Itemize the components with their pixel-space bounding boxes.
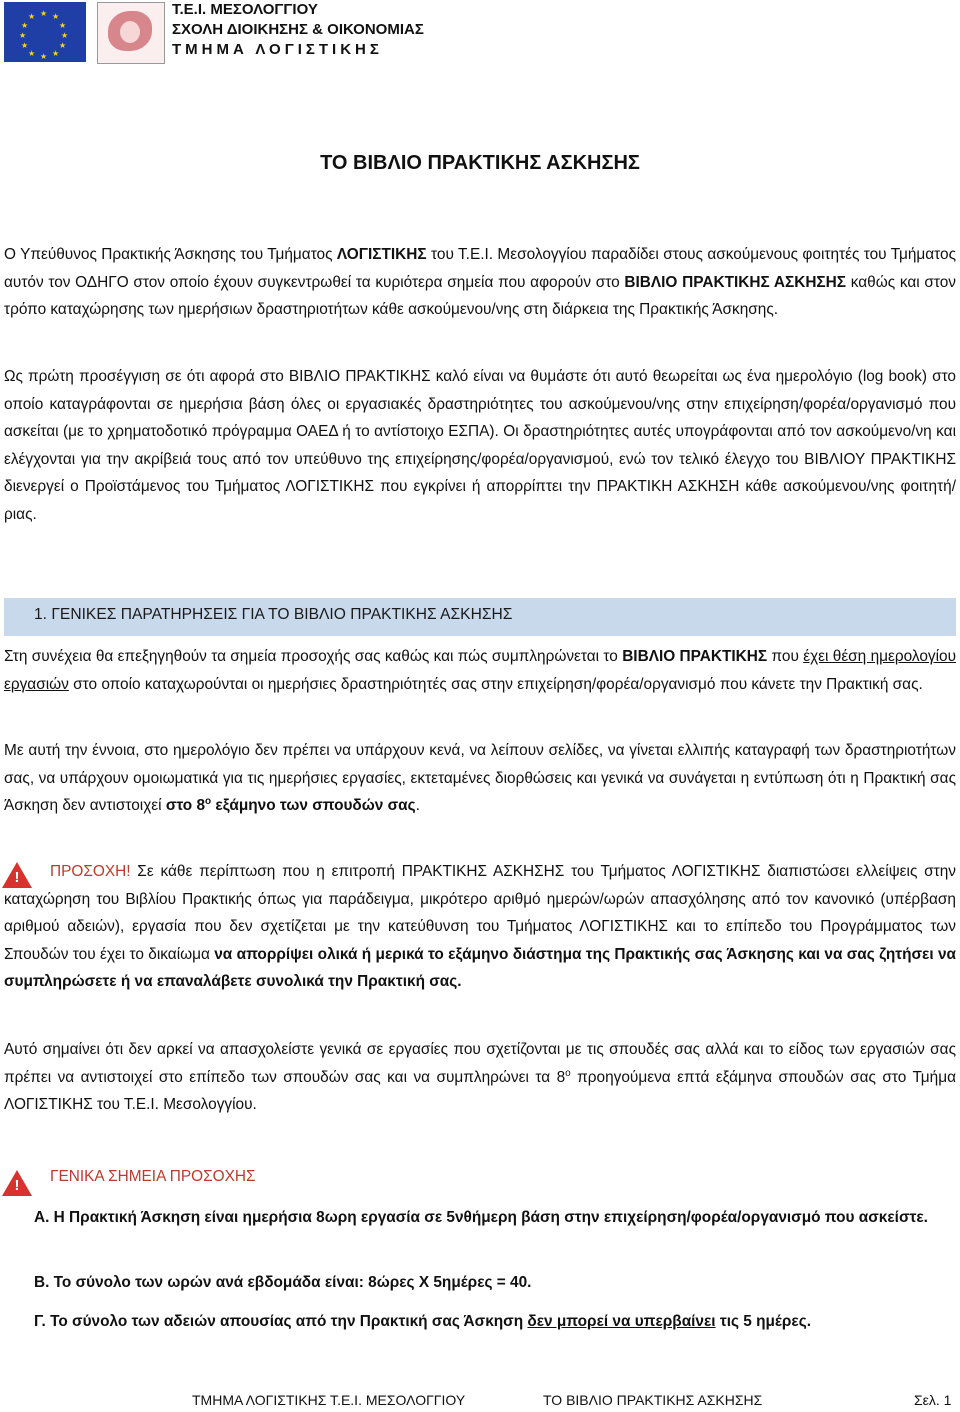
intro-paragraph-1 <box>4 241 956 324</box>
intro-paragraph-2: Ως πρώτη προσέγγιση σε ότι αφορά στο ΒΙΒΛΙΟ ΠΡΑΚΤΙΚΗΣ καλό είναι να θυμάστε ότι αυτό θεωρείται ως ένα ημερολόγιο (log book) στο οποίο καταγράφονται σε ημερήσια βάση όλες οι εργασιακές δραστηριότητες του ασκούμενου/νης στην επιχείρηση/φορέα/οργανισμό που ασκείται (με το χρηματοδοτικό πρόγραμμα ΟΑΕΔ ή το αντίστοιχο ΕΣΠΑ). Οι δραστηριότητες αυτές υπογράφονται από τον ασκούμενο/νη και ελέγχονται για την ακρίβειά τους από τον υπεύθυνο της επιχείρησης/φορέα/οργανισμού, ενώ τον τελικό έλεγχο του ΒΙΒΛΙΟΥ ΠΡΑΚΤΙΚΗΣ διενεργεί ο Προϊστάμενος του Τμήματος ΛΟΓΙΣΤΙΚΗΣ που εγκρίνει ή απορρίπτει την ΠΡΑΚΤΙΚΗ ΑΣΚΗΣΗ κάθε ασκούμενου/νης φοιτητή/ριας. <box>4 368 956 523</box>
header-school: ΣΧΟΛΗ ΔΙΟΙΚΗΣΗΣ & ΟΙΚΟΝΟΜΙΑΣ <box>172 21 424 38</box>
text: Στη συνέχεια θα επεξηγηθούν τα σημεία προσοχής σας καθώς και πώς συμπληρώνεται το <box>4 648 623 665</box>
text-underlined: έχει θέση ημερολογίου εργασιών <box>4 648 956 693</box>
footer-document-title: ΤΟ ΒΙΒΛΙΟ ΠΡΑΚΤΙΚΗΣ ΑΣΚΗΣΗΣ <box>543 1392 763 1408</box>
text-bold: ΛΟΓΙΣΤΙΚΗΣ <box>336 246 427 263</box>
text-bold: στο 8 <box>165 797 206 815</box>
footer-page-number: Σελ. 1 <box>914 1392 952 1408</box>
text-bold: εξάμηνο των σπουδών σας <box>211 797 416 815</box>
warning-paragraph <box>4 858 956 996</box>
general-item-a: Α. Η Πρακτική Άσκηση είναι ημερήσια 8ωρη εργασία σε 5νθήμερη βάση στην επιχείρηση/φορέα/οργανισμό που ασκείστε. <box>34 1209 928 1226</box>
text-bold: ΒΙΒΛΙΟ ΠΡΑΚΤΙΚΗΣ ΑΣΚΗΣΗΣ <box>624 273 847 291</box>
text-bold: ΒΙΒΛΙΟ ΠΡΑΚΤΙΚΗΣ <box>622 648 768 665</box>
warning-label: ΠΡΟΣΟΧΗ! <box>50 863 131 880</box>
text: που <box>767 648 804 665</box>
text: Σε κάθε περίπτωση που η επιτροπή ΠΡΑΚΤΙΚΗΣ ΑΣΚΗΣΗΣ του Τμήματος ΛΟΓΙΣΤΙΚΗΣ διαπιστώσει ελλείψεις στην καταχώρηση του Βιβλίου Πρακτικής όπως για παράδειγμα, μικρότερο αριθμό ημερών/ωρών απασχόλησης από τον κανονικό (υπέρβαση αριθμού αδειών), εργασία που δεν σχετίζεται με την κατεύθυνση του Τμήματος ΛΟΓΙΣΤΙΚΗΣ και το επίπεδο του Προγράμματος των Σπουδών του έχει το δικαίωμα <box>4 863 956 963</box>
section1-paragraph-2 <box>4 737 956 820</box>
eu-flag-logo: ★ ★ ★ ★ ★ ★ ★ ★ ★ ★ ★ ★ <box>4 2 86 62</box>
page-header <box>0 0 960 64</box>
text: Ο Υπεύθυνος Πρακτικής Άσκησης του Τμήματος <box>4 246 337 263</box>
text-bold: να απορρίψει ολικά ή μερικά το εξάμηνο διάστημα της Πρακτικής σας Άσκησης και να σας ζητήσει να συμπληρώσετε ή να επαναλάβετε συνολικά την Πρακτική σας. <box>4 945 956 991</box>
institution-logo <box>97 2 165 64</box>
header-department: ΤΜΗΜΑ ΛΟΓΙΣΤΙΚΗΣ <box>172 41 383 58</box>
superscript: ο <box>205 796 212 808</box>
footer-department: ΤΜΗΜΑ ΛΟΓΙΣΤΙΚΗΣ Τ.Ε.Ι. ΜΕΣΟΛΟΓΓΙΟΥ <box>192 1392 466 1408</box>
warning-icon: ! <box>2 1168 32 1198</box>
general-heading <box>50 1163 750 1191</box>
page-title: ΤΟ ΒΙΒΛΙΟ ΠΡΑΚΤΙΚΗΣ ΑΣΚΗΣΗΣ <box>320 152 640 174</box>
general-heading-text: ΓΕΝΙΚΑ ΣΗΜΕΙΑ ΠΡΟΣΟΧΗΣ <box>50 1168 256 1185</box>
text: Αυτό σημαίνει ότι δεν αρκεί να απασχολείστε γενικά σε εργασίες που σχετίζονται με τις σπουδές σας αλλά και το είδος των εργασιών σας πρέπει να αντιστοιχεί στο επίπεδο των σπουδών σας και να συμπληρώνει τα 8 <box>4 1041 956 1086</box>
section-heading-bar <box>4 598 956 636</box>
text: . <box>415 797 420 815</box>
header-institution: Τ.Ε.Ι. ΜΕΣΟΛΟΓΓΙΟΥ <box>172 1 318 18</box>
section1-paragraph-3 <box>4 1036 956 1119</box>
superscript: ο <box>565 1067 571 1079</box>
general-item-b: Β. Το σύνολο των ωρών ανά εβδομάδα είναι: 8ώρες Χ 5ημέρες = 40. <box>34 1274 532 1291</box>
warning-icon: ! <box>2 860 32 890</box>
general-item-c <box>34 1308 956 1336</box>
text: Με αυτή την έννοια, στο ημερολόγιο δεν πρέπει να υπάρχουν κενά, να λείπουν σελίδες, να γίνεται ελλιπής καταγραφή των δραστηριοτήτων σας, να υπάρχουν ομοιωματικά για τις ημερήσιες εργασίες, εκτεταμένες διορθώσεις και γενικά να συνάγεται η εντύπωση ότι η Πρακτική σας Άσκηση δεν αντιστοιχεί <box>4 742 956 815</box>
text-bold: Γ. Το σύνολο των αδειών απουσίας από την Πρακτική σας Άσκηση <box>34 1313 528 1330</box>
section-heading: 1. ΓΕΝΙΚΕΣ ΠΑΡΑΤΗΡΗΣΕΙΣ ΓΙΑ ΤΟ ΒΙΒΛΙΟ ΠΡΑΚΤΙΚΗΣ ΑΣΚΗΣΗΣ <box>34 606 513 623</box>
text: στο οποίο καταχωρούνται οι ημερήσιες δραστηριότητές σας στην επιχείρηση/φορέα/οργανισμό που κάνετε την Πρακτική σας. <box>68 675 923 693</box>
section1-paragraph-1 <box>4 643 956 698</box>
text: προηγούμενα επτά εξάμηνα σπουδών σας στο Τμήμα ΛΟΓΙΣΤΙΚΗΣ του Τ.Ε.Ι. Μεσολογγίου. <box>4 1068 956 1114</box>
text: του Τ.Ε.Ι. Μεσολογγίου παραδίδει στους ασκούμενους φοιτητές του Τμήματος αυτόν τον ΟΔΗΓΟ στον οποίο έχουν συγκεντρωθεί τα κυριότερα σημεία που αφορούν στο <box>4 246 956 291</box>
text: καθώς και στον τρόπο καταχώρησης των ημερήσιων δραστηριοτήτων κάθε ασκούμενου/νης στη διάρκεια της Πρακτικής Άσκησης. <box>4 273 956 319</box>
text-bold: τις 5 ημέρες. <box>715 1313 811 1330</box>
text-underlined: δεν μπορεί να υπερβαίνει <box>527 1313 716 1330</box>
